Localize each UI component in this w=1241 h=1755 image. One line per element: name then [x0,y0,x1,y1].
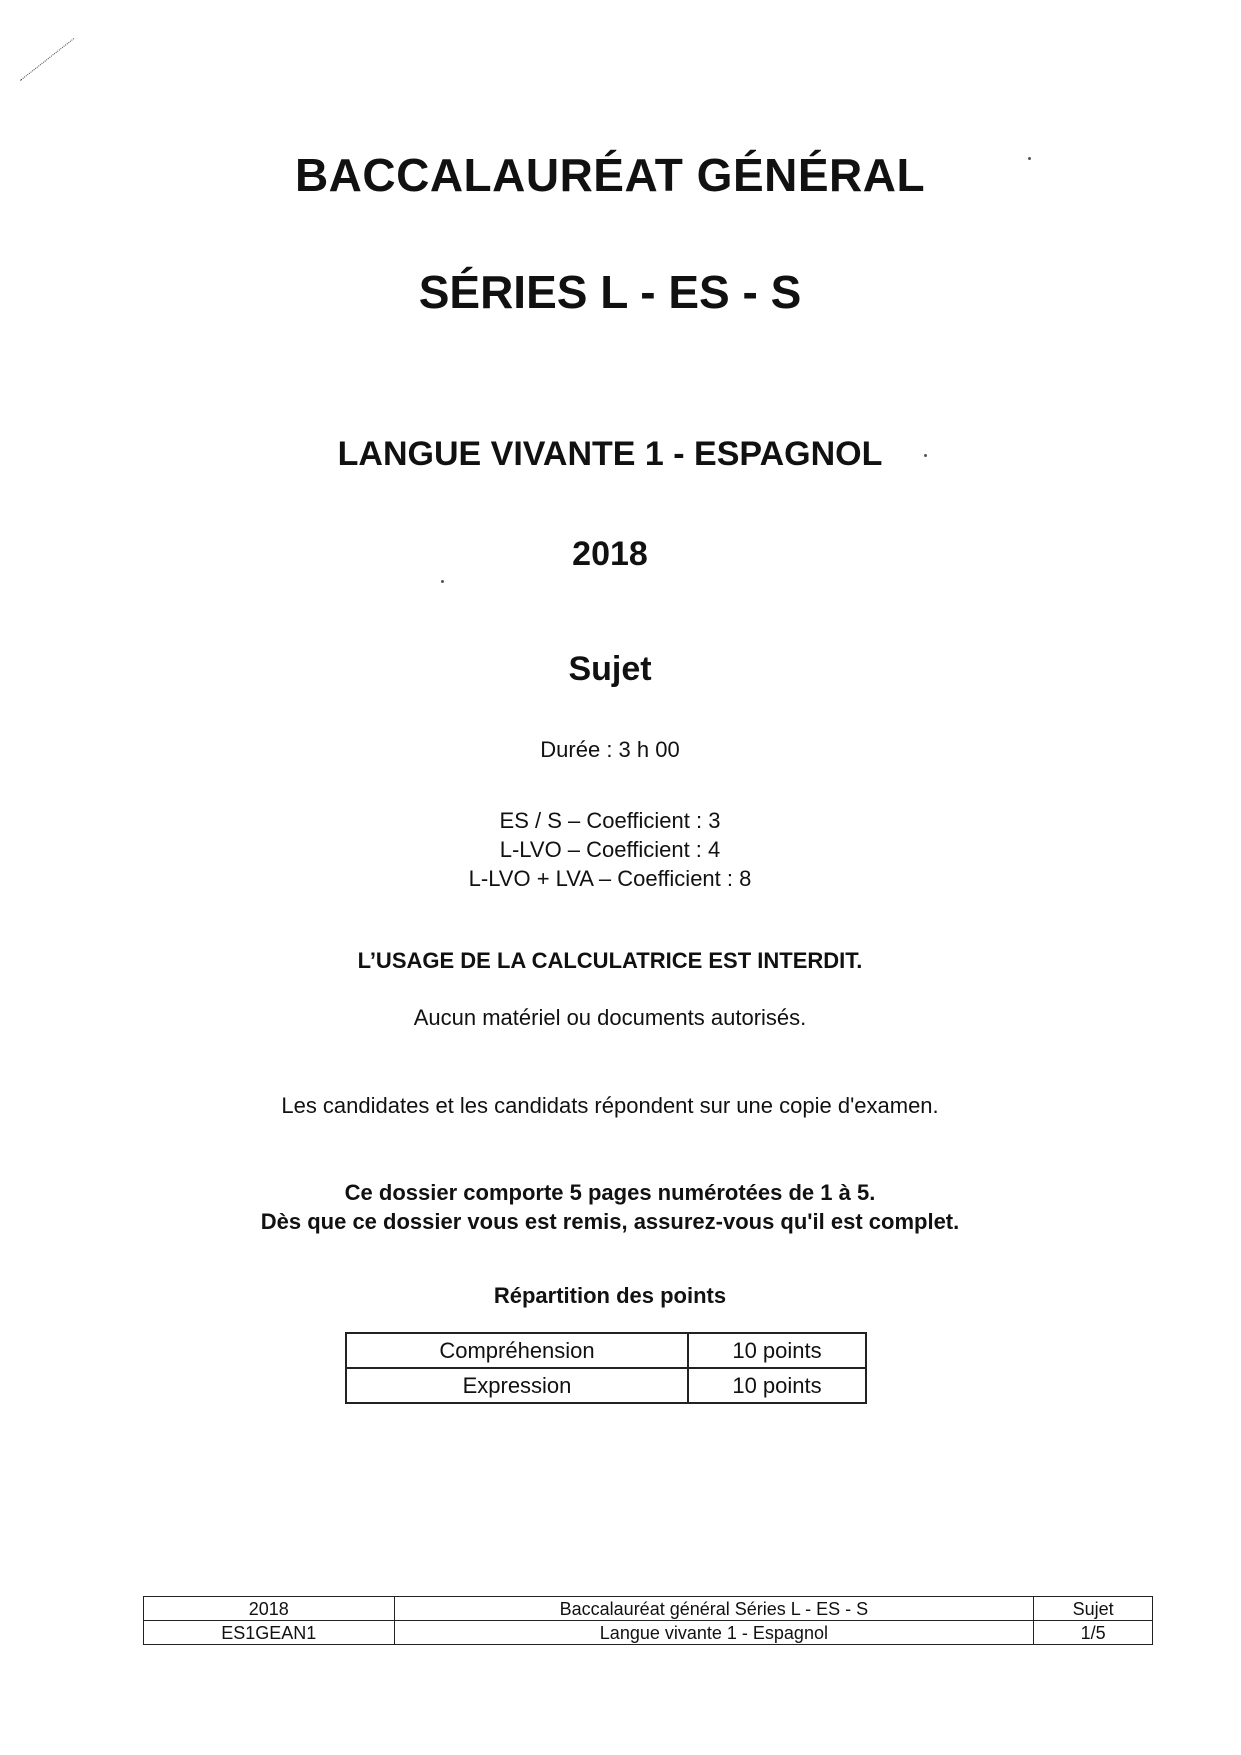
footer-doc-type: Sujet [1034,1597,1153,1621]
coefficient-es-s: ES / S – Coefficient : 3 [499,808,721,833]
scan-artifact-mark [20,38,75,81]
document-type: Sujet [568,650,652,688]
page-footer-table [143,1596,1153,1645]
points-value-comprehension: 10 points [688,1333,866,1368]
coefficient-l-lvo-lva: L-LVO + LVA – Coefficient : 8 [468,866,752,891]
points-label-comprehension: Compréhension [346,1333,688,1368]
exam-year: 2018 [572,535,648,573]
footer-page-number: 1/5 [1034,1621,1153,1645]
exam-title: BACCALAURÉAT GÉNÉRAL [294,149,926,201]
points-label-expression: Expression [346,1368,688,1403]
dossier-notice [0,1178,1220,1236]
footer-year: 2018 [144,1597,395,1621]
table-row [346,1368,866,1403]
exam-subject: LANGUE VIVANTE 1 - ESPAGNOL [337,435,883,473]
points-distribution-title: Répartition des points [493,1283,727,1308]
footer-exam: Baccalauréat général Séries L - ES - S [394,1597,1034,1621]
materials-notice: Aucun matériel ou documents autorisés. [413,1005,807,1030]
exam-duration: Durée : 3 h 00 [540,737,680,762]
dossier-pages-line: Ce dossier comporte 5 pages numérotées de 1 à 5. [344,1180,876,1205]
candidates-notice: Les candidates et les candidats répondent sur une copie d'examen. [281,1093,939,1118]
footer-subject: Langue vivante 1 - Espagnol [394,1621,1034,1645]
footer-code: ES1GEAN1 [144,1621,395,1645]
calculator-notice: L’USAGE DE LA CALCULATRICE EST INTERDIT. [357,948,863,973]
exam-series: SÉRIES L - ES - S [418,266,802,318]
table-row [144,1621,1153,1645]
scan-speck [441,580,444,583]
table-row [144,1597,1153,1621]
points-value-expression: 10 points [688,1368,866,1403]
coefficient-list [0,806,1220,893]
dossier-complete-line: Dès que ce dossier vous est remis, assurez-vous qu'il est complet. [260,1209,960,1234]
coefficient-l-lvo: L-LVO – Coefficient : 4 [499,837,721,862]
table-row [346,1333,866,1368]
points-distribution-table [345,1332,867,1404]
